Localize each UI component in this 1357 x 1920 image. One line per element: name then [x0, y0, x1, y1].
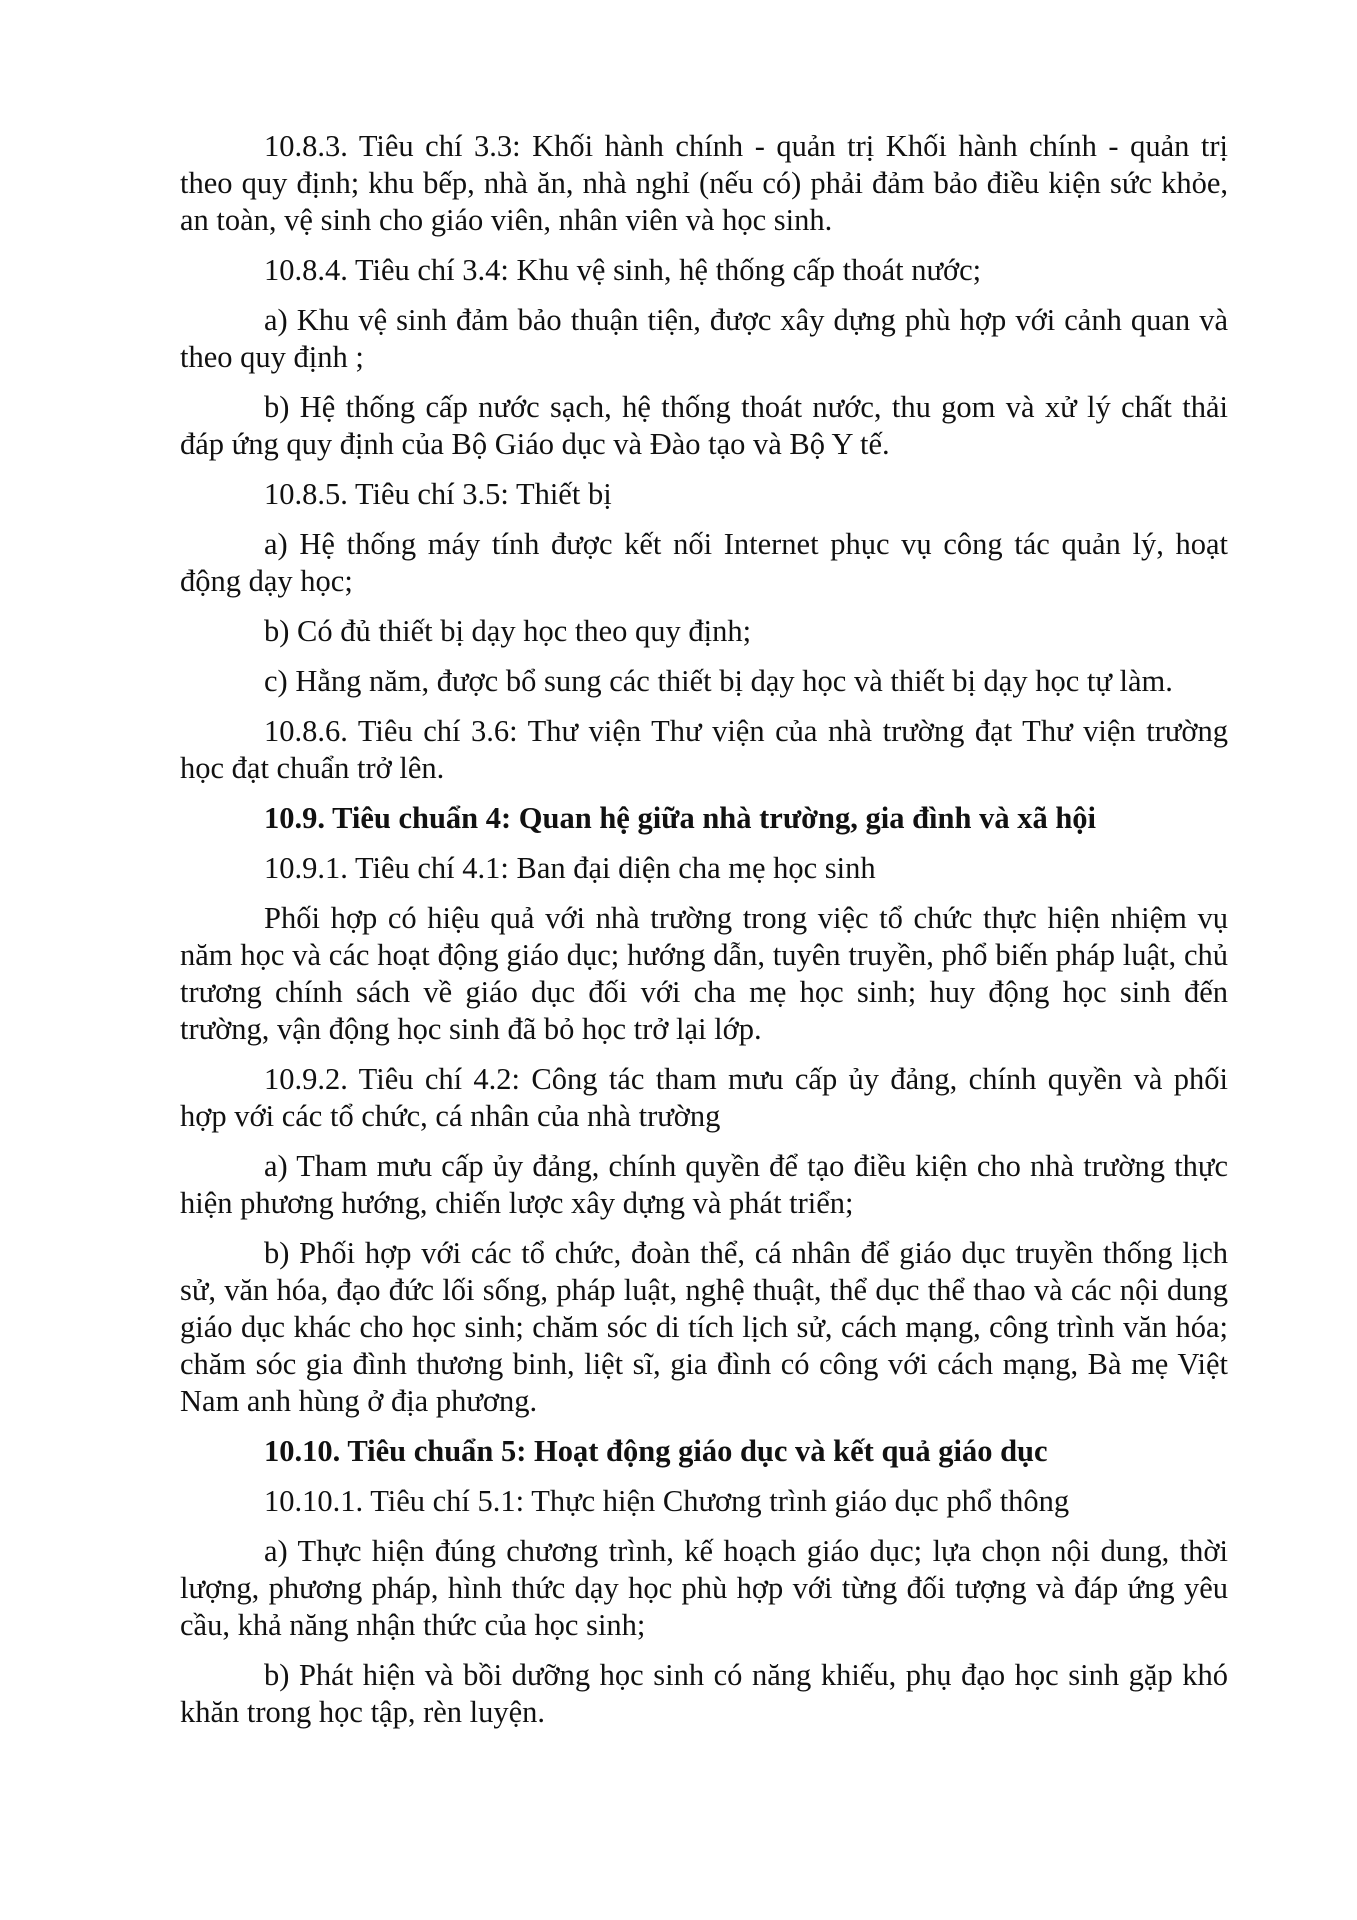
document-page	[180, 128, 1228, 1744]
section-heading-10-10: 10.10. Tiêu chuẩn 5: Hoạt động giáo dục và kết quả giáo dục	[264, 1434, 1048, 1468]
paragraph-10-8-6: 10.8.6. Tiêu chí 3.6: Thư viện Thư viện của nhà trường đạt Thư viện trường học đạt chuẩn trở lên.	[180, 714, 1228, 785]
paragraph-10-10-1-a: a) Thực hiện đúng chương trình, kế hoạch giáo dục; lựa chọn nội dung, thời lượng, phương pháp, hình thức dạy học phù hợp với từng đối tượng và đáp ứng yêu cầu, khả năng nhận thức của học sinh;	[180, 1534, 1228, 1642]
paragraph-10-9-2-b: b) Phối hợp với các tổ chức, đoàn thể, cá nhân để giáo dục truyền thống lịch sử, văn hóa, đạo đức lối sống, pháp luật, nghệ thuật, thể dục thể thao và các nội dung giáo dục khác cho học sinh; chăm sóc di tích lịch sử, cách mạng, công trình văn hóa; chăm sóc gia đình thương binh, liệt sĩ, gia đình có công với cách mạng, Bà mẹ Việt Nam anh hùng ở địa phương.	[180, 1236, 1228, 1418]
paragraph-10-8-4-b: b) Hệ thống cấp nước sạch, hệ thống thoát nước, thu gom và xử lý chất thải đáp ứng quy định của Bộ Giáo dục và Đào tạo và Bộ Y tế.	[180, 390, 1228, 461]
paragraph-10-8-5-b: b) Có đủ thiết bị dạy học theo quy định;	[264, 614, 752, 648]
section-heading-10-9: 10.9. Tiêu chuẩn 4: Quan hệ giữa nhà trường, gia đình và xã hội	[264, 801, 1097, 835]
paragraph-10-9-1: 10.9.1. Tiêu chí 4.1: Ban đại diện cha mẹ học sinh	[264, 851, 876, 885]
paragraph-10-9-2: 10.9.2. Tiêu chí 4.2: Công tác tham mưu cấp ủy đảng, chính quyền và phối hợp với các tổ chức, cá nhân của nhà trường	[180, 1062, 1228, 1133]
paragraph-10-8-5-c: c) Hằng năm, được bổ sung các thiết bị dạy học và thiết bị dạy học tự làm.	[264, 664, 1173, 698]
paragraph-10-8-4: 10.8.4. Tiêu chí 3.4: Khu vệ sinh, hệ thống cấp thoát nước;	[264, 253, 982, 287]
paragraph-10-10-1: 10.10.1. Tiêu chí 5.1: Thực hiện Chương trình giáo dục phổ thông	[264, 1484, 1070, 1518]
paragraph-10-9-1-body: Phối hợp có hiệu quả với nhà trường trong việc tổ chức thực hiện nhiệm vụ năm học và các hoạt động giáo dục; hướng dẫn, tuyên truyền, phổ biến pháp luật, chủ trương chính sách về giáo dục đối với cha mẹ học sinh; huy động học sinh đến trường, vận động học sinh đã bỏ học trở lại lớp.	[180, 901, 1228, 1046]
paragraph-10-8-4-a: a) Khu vệ sinh đảm bảo thuận tiện, được xây dựng phù hợp với cảnh quan và theo quy định ;	[180, 303, 1228, 374]
paragraph-10-8-5: 10.8.5. Tiêu chí 3.5: Thiết bị	[264, 477, 612, 511]
paragraph-10-8-5-a: a) Hệ thống máy tính được kết nối Internet phục vụ công tác quản lý, hoạt động dạy học;	[180, 527, 1228, 598]
paragraph-10-8-3: 10.8.3. Tiêu chí 3.3: Khối hành chính - quản trị Khối hành chính - quản trị theo quy định; khu bếp, nhà ăn, nhà nghỉ (nếu có) phải đảm bảo điều kiện sức khỏe, an toàn, vệ sinh cho giáo viên, nhân viên và học sinh.	[180, 129, 1228, 237]
paragraph-10-10-1-b: b) Phát hiện và bồi dưỡng học sinh có năng khiếu, phụ đạo học sinh gặp khó khăn trong học tập, rèn luyện.	[180, 1658, 1228, 1729]
paragraph-10-9-2-a: a) Tham mưu cấp ủy đảng, chính quyền để tạo điều kiện cho nhà trường thực hiện phương hướng, chiến lược xây dựng và phát triển;	[180, 1149, 1228, 1220]
